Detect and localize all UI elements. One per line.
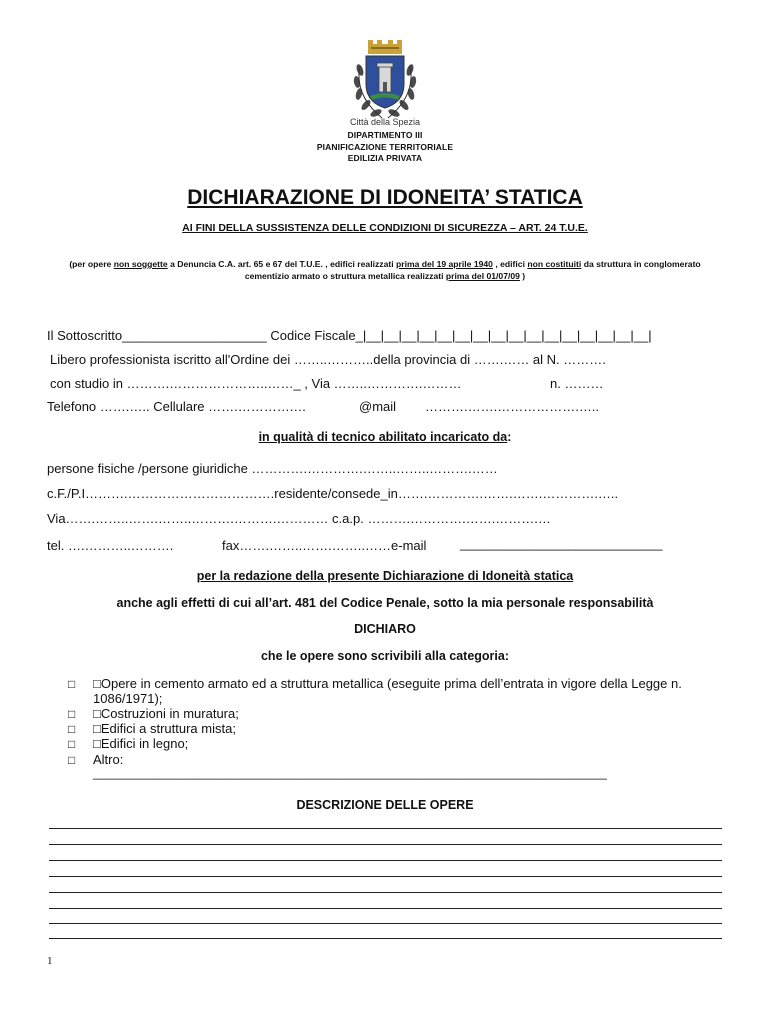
- tel-field[interactable]: tel. ….………..……….: [47, 538, 174, 553]
- description-line[interactable]: [49, 876, 722, 877]
- description-line[interactable]: [49, 938, 722, 939]
- declaration-line-2: anche agli effetti di cui all’art. 481 del Codice Penale, sotto la mia personale responsabilità: [116, 596, 654, 610]
- document-subtitle: AI FINI DELLA SUSSISTENZA DELLE CONDIZIONI DI SICUREZZA – ART. 24 T.U.E.: [182, 222, 588, 234]
- persone-field[interactable]: persone fisiche /persone giuridiche ………….………….……..……..……….……: [47, 461, 498, 476]
- qualita-heading: in qualità di tecnico abilitato incaricato da:: [258, 430, 512, 444]
- scope-note: (per opere non soggette a Denuncia C.A. art. 65 e 67 del T.U.E. , edifici realizzati prima del 19 aprile 1940 , edifici non costituiti da struttura in conglomerato cementizio armato o struttura metallica realizzati prima del 01/07/09 ): [69, 259, 701, 281]
- checkbox-altro[interactable]: □: [68, 753, 76, 767]
- mail-field[interactable]: ……….…….……………….…..: [425, 399, 600, 414]
- fax-email-field[interactable]: fax…….……..…….……..……e-mail: [222, 538, 427, 553]
- description-heading: DESCRIZIONE DELLE OPERE: [296, 798, 474, 812]
- department-line-2: PIANIFICAZIONE TERRITORIALE: [316, 142, 454, 152]
- category-struttura-mista: □Edifici a struttura mista;: [93, 721, 236, 736]
- declaration-line-1: per la redazione della presente Dichiarazione di Idoneità statica: [196, 569, 574, 583]
- category-cemento-armato: □Opere in cemento armato ed a struttura metallica (eseguite prima dell’entrata in vigore della Legge n. 1086/1971);: [93, 676, 682, 706]
- department-line-1: DIPARTIMENTO III: [347, 130, 423, 140]
- checkbox-struttura-mista[interactable]: □: [68, 722, 76, 736]
- category-legno: □Edifici in legno;: [93, 736, 189, 751]
- city-coat-of-arms-logo: [346, 40, 424, 122]
- description-line[interactable]: [49, 828, 722, 829]
- department-line-3: EDILIZIA PRIVATA: [347, 153, 423, 163]
- studio-field[interactable]: con studio in ……….…………………..……_ , Via ……..………….………: [50, 376, 462, 391]
- cf-residenza-field[interactable]: c.F./P.I……….…………………………….residente/consede_in…….………….…….…….………….…..: [47, 486, 619, 501]
- page-number: 1: [47, 955, 53, 967]
- via-cap-field[interactable]: Via…….……..…….……..……….……….………… c.a.p. ……….………….…….……….…: [47, 511, 551, 526]
- city-name: Città della Spezia: [349, 117, 421, 127]
- telefono-field[interactable]: Telefono …….….. Cellulare …….………….…: [47, 399, 307, 414]
- ordine-field[interactable]: Libero professionista iscritto all'Ordine dei ……..………..della provincia di …….…… al N. ……….: [50, 352, 606, 367]
- description-line[interactable]: [49, 860, 722, 861]
- studio-number-field[interactable]: n. ………: [550, 376, 604, 391]
- description-line[interactable]: [49, 844, 722, 845]
- checkbox-legno[interactable]: □: [68, 737, 76, 751]
- description-line[interactable]: [49, 892, 722, 893]
- category-heading: che le opere sono scrivibili alla categoria:: [260, 649, 509, 663]
- dichiaro-heading: DICHIARO: [354, 622, 416, 636]
- altro-input-line[interactable]: _____________________________________________________________________________: [93, 766, 607, 780]
- sottoscritto-field[interactable]: Il Sottoscritto____________________ Codice Fiscale_|__|__|__|__|__|__|__|__|__|__|__|__|__|__|__|__|: [47, 328, 652, 343]
- mail-label: @mail: [359, 399, 397, 414]
- checkbox-cemento-armato[interactable]: □: [68, 677, 76, 691]
- category-altro: Altro:: [93, 752, 124, 767]
- category-muratura: □Costruzioni in muratura;: [93, 706, 239, 721]
- description-line[interactable]: [49, 908, 722, 909]
- email-line[interactable]: ____________________________: [460, 536, 663, 551]
- checkbox-muratura[interactable]: □: [68, 707, 76, 721]
- document-title: DICHIARAZIONE DI IDONEITA’ STATICA: [187, 186, 583, 209]
- description-line[interactable]: [49, 923, 722, 924]
